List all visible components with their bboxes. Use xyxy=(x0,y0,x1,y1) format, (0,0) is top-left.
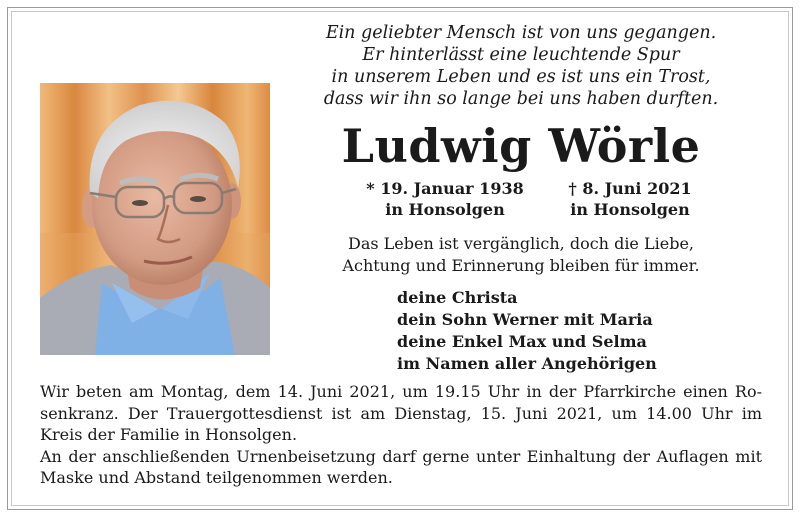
death-date: † 8. Juni 2021 xyxy=(568,179,692,198)
notice-line: An der anschließenden Urnenbeisetzung darf gerne unter Einhaltung der Auflagen mit xyxy=(40,446,762,466)
birth-place: in Honsolgen xyxy=(385,200,505,219)
service-notice xyxy=(40,381,762,489)
quote-line: Das Leben ist vergänglich, doch die Liebe, xyxy=(347,234,694,253)
notice-line: Wir beten am Montag, dem 14. Juni 2021, um 19.15 Uhr in der Pfarrkirche einen Ro- xyxy=(40,382,762,401)
memorial-quote xyxy=(300,233,742,277)
mourner-line: dein Sohn Werner mit Maria xyxy=(397,310,653,329)
mourner-line: deine Christa xyxy=(397,288,518,307)
portrait-photo xyxy=(40,83,270,355)
mourners-list xyxy=(397,287,657,375)
birth-info xyxy=(345,178,545,220)
poem-line: Ein geliebter Mensch ist von uns gegangen. xyxy=(325,23,717,43)
birth-date: * 19. Januar 1938 xyxy=(366,179,524,198)
notice-line: Kreis der Familie in Honsolgen. xyxy=(40,425,298,444)
mourner-line: im Namen aller Angehörigen xyxy=(397,354,657,373)
notice-line: Maske und Abstand teilgenommen werden. xyxy=(40,468,393,487)
quote-line: Achtung und Erinnerung bleiben für immer. xyxy=(342,256,700,275)
deceased-name: Ludwig Wörle xyxy=(341,119,701,173)
poem-line: Er hinterlässt eine leuchtende Spur xyxy=(362,45,680,65)
memorial-poem xyxy=(300,22,742,110)
poem-line: in unserem Leben und es ist uns ein Trost, xyxy=(331,67,711,87)
notice-line: senkranz. Der Trauergottesdienst ist am Dienstag, 15. Juni 2021, um 14.00 Uhr im xyxy=(40,403,762,423)
mourner-line: deine Enkel Max und Selma xyxy=(397,332,647,351)
death-place: in Honsolgen xyxy=(570,200,690,219)
poem-line: dass wir ihn so lange bei uns haben durften. xyxy=(323,89,719,109)
death-info xyxy=(555,178,705,220)
